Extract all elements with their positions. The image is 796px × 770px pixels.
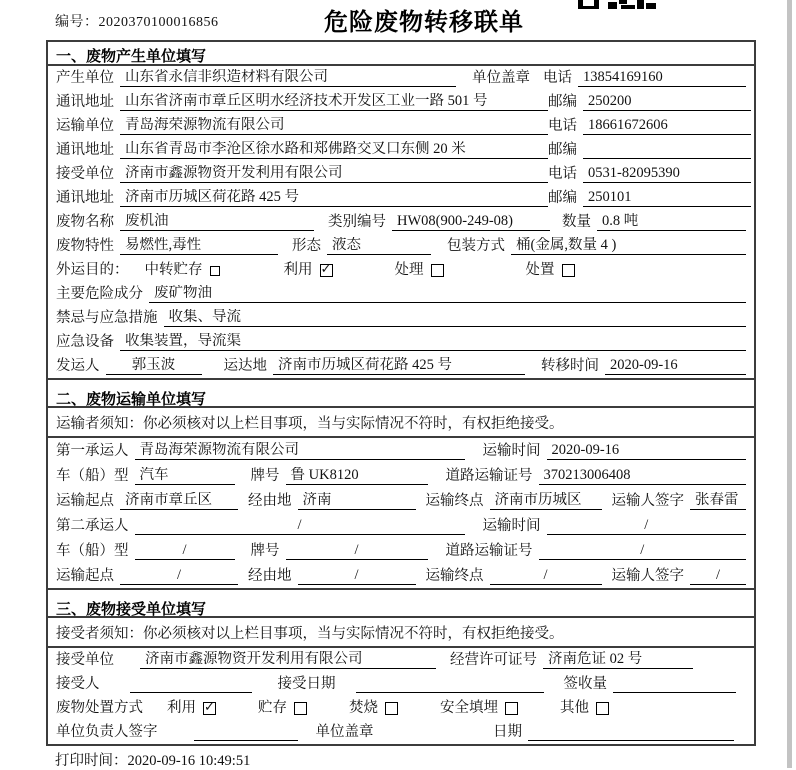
purpose-option-transfer-storage (145, 262, 220, 279)
taboo-row (48, 306, 754, 330)
address-label: 通讯地址 (56, 190, 114, 206)
vehicle-type-label: 车（船）型 (56, 543, 129, 559)
road-license-label: 道路运输证号 (445, 468, 533, 484)
checkbox-icon (431, 264, 444, 277)
accept-date-value (356, 676, 544, 693)
transporter-address-row (48, 138, 754, 162)
via-value: 济南 (298, 492, 416, 510)
carrier-sign-label: 运输人签字 (611, 568, 684, 584)
permit-value: 济南危证 02 号 (543, 651, 693, 669)
accept-unit-row (48, 648, 754, 672)
origin-label: 运输起点 (56, 568, 114, 584)
carrier-label: 第二承运人 (56, 518, 129, 534)
address-value: 济南市历城区荷花路 425 号 (120, 189, 548, 207)
carrier-sign-value: 张春雷 (690, 492, 746, 510)
disposal-row (48, 696, 754, 720)
traits-label: 废物特性 (56, 238, 114, 254)
equipment-label: 应急设备 (56, 334, 114, 350)
end-value: / (490, 567, 602, 585)
accept-person-value (130, 676, 252, 693)
packing-value: 桶(金属,数量 4 ) (511, 237, 746, 255)
date-value (528, 724, 734, 741)
accept-person-row (48, 672, 754, 696)
vehicle-type-value: / (135, 542, 235, 560)
checkbox-icon (294, 702, 307, 715)
checkbox-checked-icon (203, 702, 216, 715)
disposal-option-incinerate (349, 700, 398, 717)
hazard-value: 废矿物油 (149, 285, 746, 303)
amount-value (613, 676, 736, 693)
accept-date-label: 接受日期 (277, 676, 336, 692)
transport-time-value: / (547, 517, 747, 535)
page-edge (787, 0, 792, 768)
road-license-value: 370213006408 (539, 467, 747, 485)
accept-unit-value: 济南市鑫源物资开发利用有限公司 (140, 651, 436, 669)
transporter-value: 青岛海荣源物流有限公司 (120, 117, 548, 135)
carrier-value: 青岛海荣源物流有限公司 (135, 442, 465, 460)
vehicle-row-2 (48, 538, 754, 563)
carrier-value: / (135, 517, 465, 535)
disposal-option-other (560, 700, 609, 717)
date-label: 日期 (493, 724, 522, 740)
phone-value: 13854169160 (578, 69, 746, 87)
purpose-option-utilize (284, 262, 333, 279)
receiver-value: 济南市鑫源物资开发利用有限公司 (120, 165, 548, 183)
checkbox-icon (385, 702, 398, 715)
unit-seal-label: 单位盖章 (315, 724, 374, 740)
road-license-label: 道路运输证号 (445, 543, 533, 559)
transporter-label: 运输单位 (56, 118, 114, 134)
origin-label: 运输起点 (56, 493, 114, 509)
consignor-value: 郭玉波 (106, 357, 202, 375)
phone-label: 电话 (548, 166, 577, 182)
checkbox-icon (596, 702, 609, 715)
zip-value: 250200 (583, 93, 751, 111)
transport-time-label: 运输时间 (482, 518, 541, 534)
receiver-notice: 接受者须知：你必须核对以上栏目事项，当与实际情况不符时，有权拒绝接受。 (48, 618, 754, 648)
disposal-option-store (258, 700, 307, 717)
transporter-row (48, 114, 754, 138)
transport-time-label: 运输时间 (482, 443, 541, 459)
destination-label: 运达地 (223, 358, 267, 374)
print-time (55, 749, 250, 770)
zip-value: 250101 (583, 189, 751, 207)
zip-label: 邮编 (548, 190, 577, 206)
address-label: 通讯地址 (56, 142, 114, 158)
road-license-value: / (539, 542, 747, 560)
phone-value: 0531-82095390 (583, 165, 751, 183)
form-value: 液态 (327, 237, 431, 255)
checkbox-label: 贮存 (258, 700, 287, 716)
page-title: 危险废物转移联单 (324, 9, 524, 36)
hazard-row (48, 282, 754, 306)
packing-label: 包装方式 (447, 238, 505, 254)
carrier-sign-value: / (690, 567, 746, 585)
purpose-option-treat (395, 262, 444, 279)
checkbox-icon (505, 702, 518, 715)
form-label: 形态 (292, 238, 321, 254)
head-sign-label: 单位负责人签字 (56, 724, 158, 740)
form-box (46, 40, 756, 746)
category-label: 类别编号 (328, 214, 386, 230)
taboo-label: 禁忌与应急措施 (56, 310, 158, 326)
destination-value: 济南市历城区荷花路 425 号 (273, 357, 525, 375)
waste-name-label: 废物名称 (56, 214, 114, 230)
producer-address-row (48, 90, 754, 114)
taboo-value: 收集、导流 (164, 309, 747, 327)
permit-label: 经营许可证号 (450, 652, 537, 668)
address-value: 山东省青岛市李沧区徐水路和郑佛路交叉口东侧 20 米 (120, 141, 548, 159)
receiver-row (48, 162, 754, 186)
via-label: 经由地 (248, 568, 292, 584)
vehicle-type-label: 车（船）型 (56, 468, 129, 484)
waste-name-row (48, 210, 754, 234)
section3-heading: 三、废物接受单位填写 (48, 588, 754, 618)
traits-value: 易燃性,毒性 (120, 237, 278, 255)
vehicle-type-value: 汽车 (135, 467, 235, 485)
end-label: 运输终点 (425, 568, 484, 584)
second-carrier-row (48, 513, 754, 538)
disposal-label: 废物处置方式 (56, 700, 143, 716)
address-label: 通讯地址 (56, 94, 114, 110)
receiver-address-row (48, 186, 754, 210)
print-time-value: 2020-09-16 10:49:51 (127, 753, 251, 769)
head-sign-row (48, 720, 754, 744)
qr-code-fragment (578, 0, 656, 9)
zip-value (583, 142, 751, 159)
zip-label: 邮编 (548, 94, 577, 110)
plate-value: / (286, 542, 428, 560)
checkbox-label: 利用 (283, 262, 313, 278)
consignor-row (48, 354, 754, 378)
purpose-option-dispose (526, 262, 575, 279)
waste-traits-row (48, 234, 754, 258)
route-row-2 (48, 563, 754, 588)
via-value: / (298, 567, 416, 585)
amount-label: 签收量 (563, 676, 607, 692)
disposal-option-utilize (167, 700, 216, 717)
checkbox-label: 其他 (560, 700, 589, 716)
end-label: 运输终点 (425, 493, 484, 509)
producer-row (48, 66, 754, 90)
phone-value: 18661672606 (583, 117, 751, 135)
checkbox-label: 焚烧 (349, 700, 378, 716)
disposal-option-landfill (440, 700, 518, 717)
vehicle-row-1 (48, 463, 754, 488)
waste-name-value: 废机油 (120, 213, 314, 231)
serial-label: 编号： (55, 15, 99, 30)
plate-label: 牌号 (250, 543, 280, 559)
producer-label: 产生单位 (56, 70, 114, 86)
end-value: 济南市历城区 (490, 492, 602, 510)
category-value: HW08(900-249-08) (392, 213, 550, 231)
address-value: 山东省济南市章丘区明水经济技术开发区工业一路 501 号 (120, 93, 548, 111)
print-time-label: 打印时间： (55, 753, 128, 769)
zip-label: 邮编 (548, 142, 577, 158)
producer-value: 山东省永信非织造材料有限公司 (120, 69, 456, 87)
section1-heading: 一、废物产生单位填写 (48, 42, 754, 66)
checkbox-checked-icon (320, 264, 333, 277)
transfer-time-label: 转移时间 (541, 358, 599, 374)
plate-label: 牌号 (250, 468, 280, 484)
phone-label: 电话 (543, 70, 572, 86)
checkbox-label: 中转贮存 (144, 262, 203, 278)
first-carrier-row (48, 438, 754, 463)
plate-value: 鲁 UK8120 (286, 467, 428, 485)
carrier-sign-label: 运输人签字 (611, 493, 684, 509)
checkbox-icon (210, 266, 220, 276)
purpose-row (48, 258, 754, 282)
section2-heading: 二、废物运输单位填写 (48, 378, 754, 408)
quantity-value: 0.8 吨 (597, 213, 746, 231)
unit-seal-label: 单位盖章 (472, 70, 530, 86)
origin-value: / (120, 567, 238, 585)
purpose-label: 外运目的： (56, 262, 129, 278)
checkbox-label: 安全填埋 (440, 700, 498, 716)
transfer-time-value: 2020-09-16 (605, 357, 746, 375)
transporter-notice: 运输者须知：你必须核对以上栏目事项，当与实际情况不符时，有权拒绝接受。 (48, 408, 754, 438)
quantity-label: 数量 (562, 214, 591, 230)
origin-value: 济南市章丘区 (120, 492, 238, 510)
equipment-row (48, 330, 754, 354)
via-label: 经由地 (248, 493, 292, 509)
checkbox-label: 利用 (167, 700, 196, 716)
carrier-label: 第一承运人 (56, 443, 129, 459)
consignor-label: 发运人 (56, 358, 100, 374)
route-row-1 (48, 488, 754, 513)
checkbox-icon (562, 264, 575, 277)
phone-label: 电话 (548, 118, 577, 134)
hazard-label: 主要危险成分 (56, 286, 143, 302)
accept-person-label: 接受人 (56, 676, 100, 692)
serial-value: 2020370100016856 (98, 15, 219, 30)
receiver-label: 接受单位 (56, 166, 114, 182)
transport-time-value: 2020-09-16 (547, 442, 747, 460)
checkbox-label: 处理 (394, 262, 424, 278)
head-sign-value (194, 724, 298, 741)
checkbox-label: 处置 (525, 262, 555, 278)
accept-unit-label: 接受单位 (56, 652, 114, 668)
equipment-value: 收集装置，导流渠 (120, 333, 746, 351)
